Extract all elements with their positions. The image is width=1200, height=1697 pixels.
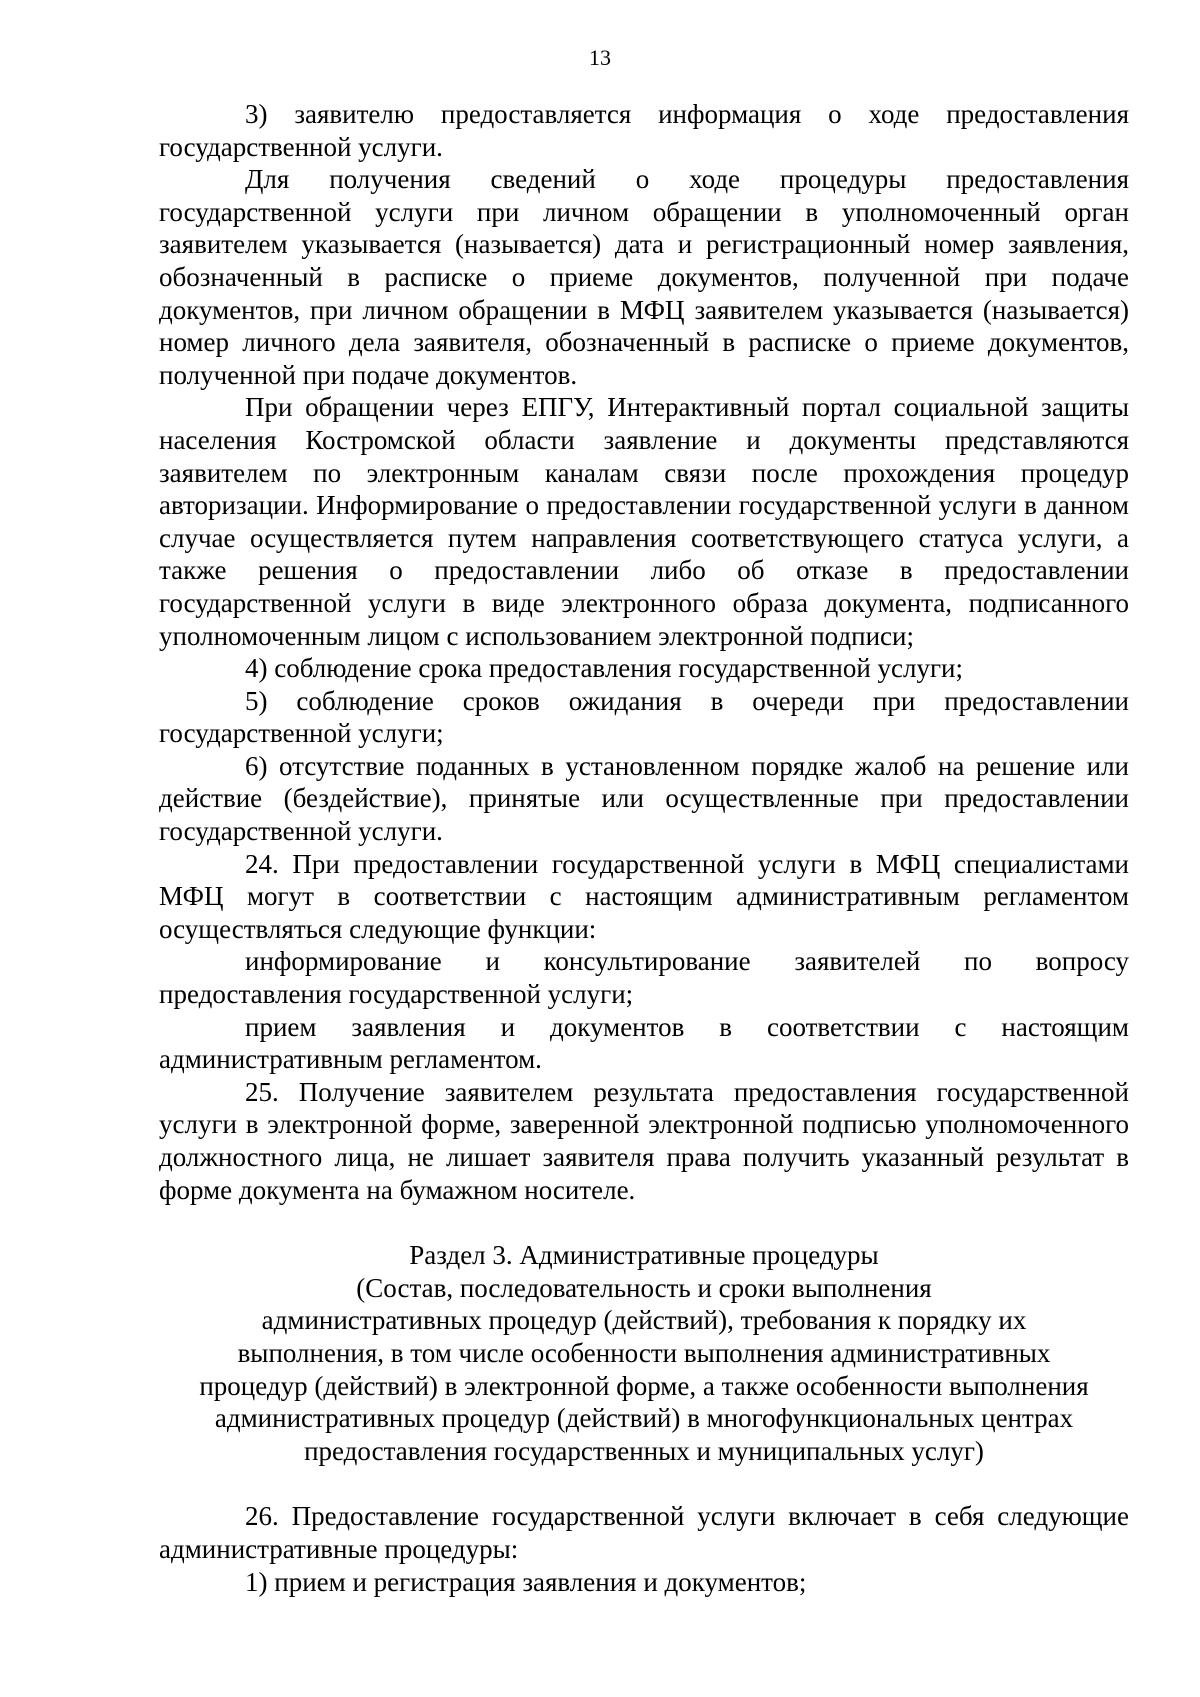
section-subtitle-line: предоставления государственных и муниципальных услуг) [304,1435,984,1466]
paragraph: При обращении через ЕПГУ, Интерактивный портал социальной защиты населения Костромской области заявление и документы представляются заявителем по электронным каналам связи после прохождения процедур авторизации. Информирование о предоставлении государственной услуги в данном случае осуществляется путем направления соответствующего статуса услуги, а также решения о предоставлении либо об отказе в предоставлении государственной услуги в виде электронного образа документа, подписанного уполномоченным лицом с использованием электронной подписи; [159,392,1129,651]
section-heading [159,1239,1129,1467]
page-number: 13 [589,45,611,70]
section-subtitle-line: выполнения, в том числе особенности выполнения административных [237,1337,1051,1368]
spacer [159,1467,1129,1500]
paragraph: 26. Предоставление государственной услуги включает в себя следующие административные процедуры: [159,1501,1129,1564]
paragraph: 24. При предоставлении государственной услуги в МФЦ специалистами МФЦ могут в соответствии с настоящим административным регламентом осуществляться следующие функции: [159,848,1129,944]
paragraph: 3) заявителю предоставляется информация о ходе предоставления государственной услуги. [159,99,1129,162]
paragraph: прием заявления и документов в соответствии с настоящим административным регламентом. [159,1011,1129,1075]
paragraph: 5) соблюдение сроков ожидания в очереди при предоставлении государственной услуги; [159,685,1129,749]
paragraph: 1) прием и регистрация заявления и документов; [245,1566,807,1597]
section-subtitle-line: процедур (действий) в электронной форме, а также особенности выполнения [199,1370,1089,1401]
section-subtitle-line: административных процедур (действий) в многофункциональных центрах [214,1403,1074,1434]
paragraph: информирование и консультирование заявителей по вопросу предоставления государственной услуги; [159,946,1129,1010]
paragraph: Для получения сведений о ходе процедуры предоставления государственной услуги при личном обращении в уполномоченный орган заявителем указывается (называется) дата и регистрационный номер заявления, обозначенный в расписке о приеме документов, полученной при подаче документов, при личном обращении в МФЦ заявителем указывается (называется) номер личного дела заявителя, обозначенный в расписке о приеме документов, полученной при подаче документов. [159,164,1129,390]
document-body [159,98,1129,1598]
section-subtitle-line: (Состав, последовательность и сроки выполнения [356,1272,932,1303]
paragraph: 4) соблюдение срока предоставления государственной услуги; [245,653,964,684]
section-title: Раздел 3. Административные процедуры [409,1240,879,1271]
paragraph: 25. Получение заявителем результата предоставления государственной услуги в электронной форме, заверенной электронной подписью уполномоченного должностного лица, не лишает заявителя права получить указанный результат в форме документа на бумажном носителе. [159,1076,1129,1205]
section-subtitle-line: административных процедур (действий), требования к порядку их [261,1305,1027,1336]
paragraph: 6) отсутствие поданных в установленном порядке жалоб на решение или действие (бездействие), принятые или осуществленные при предоставлении государственной услуги. [159,750,1129,847]
spacer [159,1206,1129,1239]
